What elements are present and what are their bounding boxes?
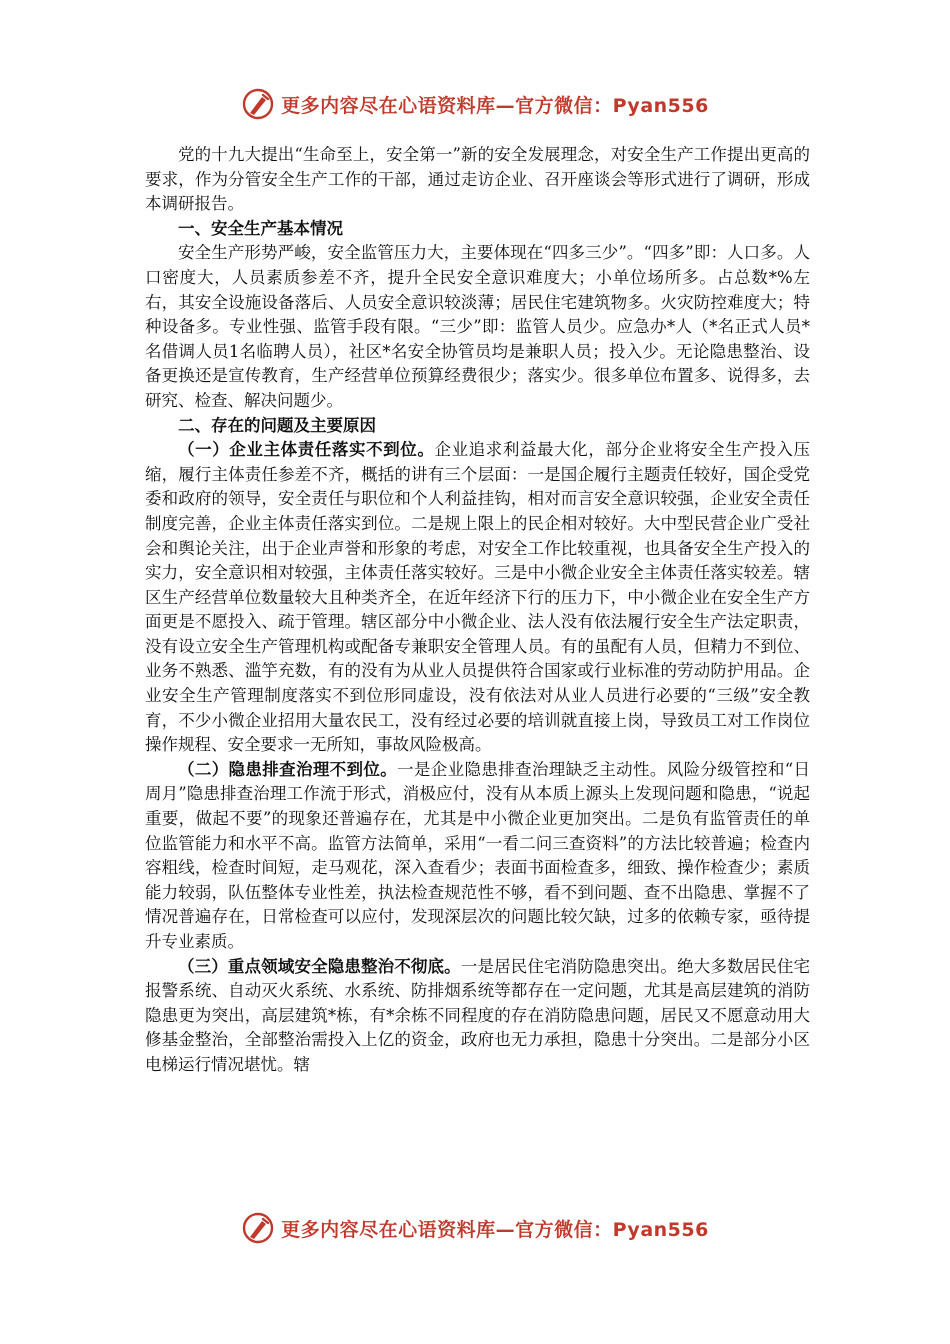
subsection-body-2: 一是企业隐患排查治理缺乏主动性。风险分级管控和“日周月”隐患排查治理工作流于形式，消极应付，没有从本质上源头上发现问题和隐患，“说起重要，做起不要”的现象还普遍存在，尤其是中小微企业更加突出。二是负有监管责任的单位监管能力和水平不高。监管方法简单，采用“一看二问三查资料”的方法比较普遍；检查内容粗线，检查时间短，走马观花，深入查看少；表面书面检查多，细致、操作检查少；素质能力较弱，队伍整体专业性差，执法检查规范性不够，看不到问题、查不出隐患、掌握不了情况普遍存在，日常检查可以应付，发现深层次的问题比较欠缺，过多的依赖专家，亟待提升专业素质。 [145,759,811,951]
section-heading-2: 二、存在的问题及主要原因 [178,415,376,435]
pen-nib-logo-icon [241,87,275,121]
section-heading-1: 一、安全生产基本情况 [178,218,343,238]
banner-text: 更多内容尽在心语资料库—官方微信：Pyan556 [281,94,709,117]
subsection-paragraph-3 [145,955,810,1078]
subsection-body-1: 企业追求利益最大化，部分企业将安全生产投入压缩，履行主体责任参差不齐，概括的讲有三个层面：一是国企履行主题责任较好，国企受党委和政府的领导，安全责任与职位和个人利益挂钩，相对而言安全意识较强，企业安全责任制度完善，企业主体责任落实到位。二是规上限上的民企相对较好。大中型民营企业广受社会和舆论关注，出于企业声誉和形象的考虑，对安全工作比较重视，也具备安全生产投入的实力，安全意识相对较强，主体责任落实较好。三是中小微企业安全主体责任落实较差。辖区生产经营单位数量较大且种类齐全，在近年经济下行的压力下，中小微企业在安全生产方面更是不愿投入、疏于管理。辖区部分中小微企业、法人没有依法履行安全生产法定职责，没有设立安全生产管理机构或配备专兼职安全管理人员。有的虽配有人员，但精力不到位、业务不熟悉、滥竽充数，有的没有为从业人员提供符合国家或行业标准的劳动防护用品。企业安全生产管理制度落实不到位形同虚设，没有依法对从业人员进行必要的“三级”安全教育，不少小微企业招用大量农民工，没有经过必要的培训就直接上岗，导致员工对工作岗位操作规程、安全要求一无所知，事故风险极高。 [145,440,811,755]
subsection-body-3: 一是居民住宅消防隐患突出。绝大多数居民住宅报警系统、自动灭火系统、水系统、防排烟系统等都存在一定问题，尤其是高层建筑的消防隐患更为突出，高层建筑*栋，有*余栋不同程度的存在消防隐患问题，居民又不愿意动用大修基金整治，全部整治需投入上亿的资金，政府也无力承担，隐患十分突出。二是部分小区电梯运行情况堪忧。辖 [145,956,811,1074]
document-body [145,143,810,1078]
subsection-heading-3: （三）重点领域安全隐患整治不彻底。 [178,956,461,976]
subsection-heading-1: （一）企业主体责任落实不到位。 [178,440,435,460]
pen-nib-logo-icon [241,1211,275,1245]
header-banner [0,82,950,126]
subsection-heading-2: （二）隐患排查治理不到位。 [178,759,398,779]
subsection-paragraph-1 [145,438,810,758]
intro-paragraph: 党的十九大提出“生命至上，安全第一”新的安全发展理念，对安全生产工作提出更高的要求，作为分管安全生产工作的干部，通过走访企业、召开座谈会等形式进行了调研，形成本调研报告。 [145,145,810,214]
subsection-paragraph-2 [145,758,810,955]
banner-text: 更多内容尽在心语资料库—官方微信：Pyan556 [281,1218,709,1241]
section-1-paragraph: 安全生产形势严峻，安全监管压力大，主要体现在“四多三少”。“四多”即：人口多。人口密度大，人员素质参差不齐，提升全民安全意识难度大；小单位场所多。占总数*%左右，其安全设施设备落后、人员安全意识较淡薄；居民住宅建筑物多。火灾防控难度大；特种设备多。专业性强、监管手段有限。“三少”即：监管人员少。应急办*人（*名正式人员*名借调人员1名临聘人员），社区*名安全协管员均是兼职人员；投入少。无论隐患整治、设备更换还是宣传教育，生产经营单位预算经费很少；落实少。很多单位布置多、说得多，去研究、检查、解决问题少。 [145,243,810,410]
footer-banner [0,1206,950,1250]
